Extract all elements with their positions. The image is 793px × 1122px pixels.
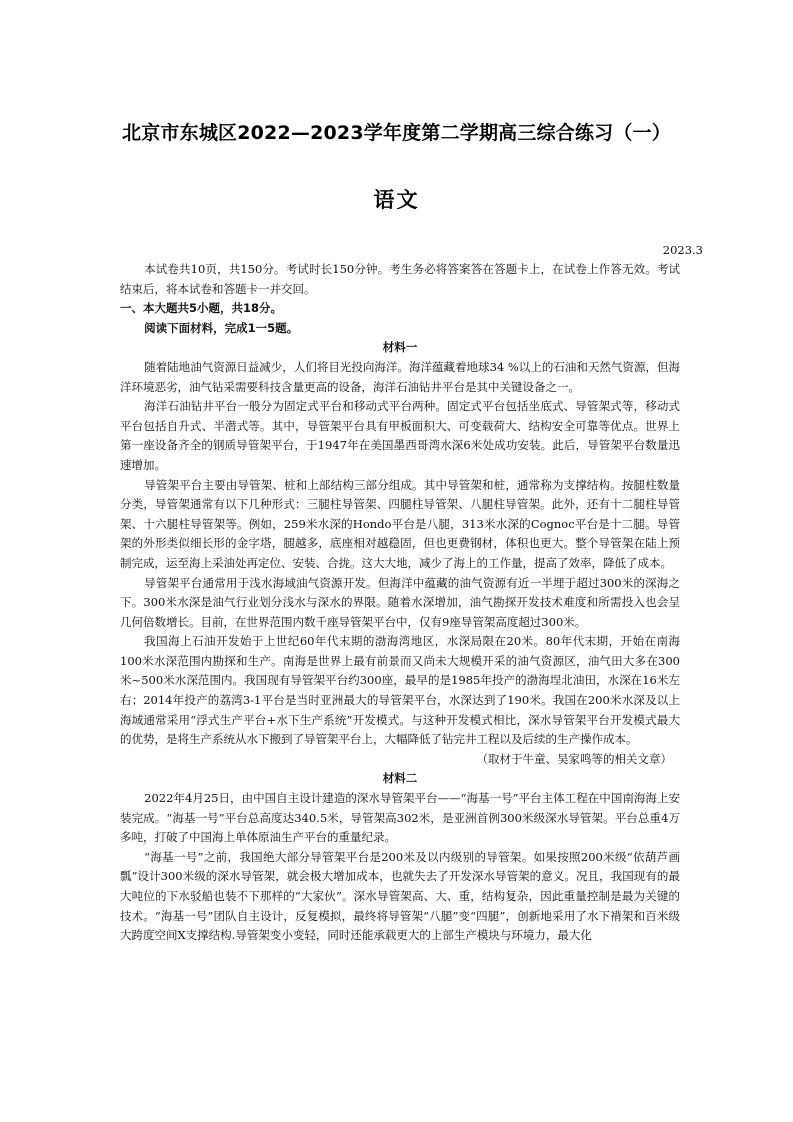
material-1-paragraph: 我国海上石油开发始于上世纪60年代末期的渤海湾地区，水深局限在20米。80年代末期，开始在南海100米水深范围内勘探和生产。南海是世界上最有前景而又尚未大规模开采的油气资源区，油气田大多在300米~500米水深范围内。我国现有导管架平台约300座，最早的是1985年投产的渤海埕北油田，水深在16米左右；2014年投产的荔湾3-1平台是当时亚洲最大的导管架平台，水深达到了190米。我国在200米水深及以上海域通常采用“浮式生产平台+水下生产系统”开发模式。与这种开发模式相比，深水导管架平台开发模式最大的优势，是将生产系统从水下搬到了导管架平台上，大幅降低了钻完井工程以及后续的生产操作成本。 [120,634,680,747]
material-1-paragraph: 海洋石油钻井平台一般分为固定式平台和移动式平台两种。固定式平台包括坐底式、导管架式等，移动式平台包括自升式、半潜式等。其中，导管架平台具有甲板面积大、可变载荷大、结构安全可靠等优点。世界上第一座设备齐全的钢质导管架平台，于1947年在美国墨西哥湾水深6米处成功安装。此后，导管架平台数量迅速增加。 [120,399,680,472]
material-2-heading: 材料二 [382,771,418,786]
reading-instruction: 阅读下面材料，完成1一5题。 [144,320,299,335]
exam-date: 2023.3 [662,243,703,257]
exam-instructions: 本试卷共10页，共150分。考试时长150分钟。考生务必将答案答在答题卡上，在试卷上作答无效。考试结束后，将本试卷和答题卡一并交回。 [120,262,680,296]
material-1-paragraph: 随着陆地油气资源日益减少，人们将目光投向海洋。海洋蕴藏着地球34 %以上的石油和天然气资源，但海洋环境恶劣，油气钻采需要科技含量更高的设备，海洋石油钻井平台是其中关键设备之一。 [120,359,680,394]
exam-body [120,260,680,946]
subject-title: 语文 [373,188,420,212]
material-1-source: （取材于牛童、吴家鸣等的相关文章） [476,751,672,766]
exam-title: 北京市东城区2022—2023学年度第二学期高三综合练习（一） [122,122,671,144]
material-1-paragraph: 导管架平台主要由导管架、桩和上部结构三部分组成。其中导管架和桩，通常称为支撑结构。按腿柱数量分类，导管架通常有以下几种形式：三腿柱导管架、四腿柱导管架、八腿柱导管架。此外，还有十二腿柱导管架、十六腿柱导管架等。例如，259米水深的Hondo平台是八腿，313米水深的Cognoc平台是十二腿。导管架的外形类似细长形的金字塔，腿越多，底座相对越稳固，但也更费钢材，体积也更大。整个导管架在陆上预制完成，运至海上采油处再定位、安装、合拢。这大大地，减少了海上的工作量，提高了效率，降低了成本。 [120,477,680,570]
material-2-paragraph: 2022年4月25日，由中国自主设计建造的深水导管架平台——“海基一号”平台主体工程在中国南海海上安装完成。“海基一号”平台总高度达340.5米，导管架高302米，是亚洲首例300米级深水导管架。平台总重4万多吨，打破了中国海上单体原油生产平台的重量纪录。 [120,791,680,845]
section-heading: 一、本大题共5小题，共18分。 [120,301,283,316]
material-2-paragraph: “海基一号”之前，我国绝大部分导管架平台是200米及以内级别的导管架。如果按照200米级“依葫芦画瓢”设计300米级的深水导管架，就会极大增加成本，也就失去了开发深水导管架的意义。况且，我国现有的最大吨位的下水驳船也装不下那样的“大家伙”。深水导管架高、大、重，结构复杂，因此重量控制是最为关键的技术。“海基一号”团队自主设计，反复模拟，最终将导管架“八腿”变“四腿”，创新地采用了水下褙架和百米级大跨度空间X支撑结构.导管架变小变轻，同时还能承载更大的上部生产模块与环境力，最大化 [120,849,680,943]
material-1-paragraph: 导管架平台通常用于浅水海域油气资源开发。但海洋中蕴藏的油气资源有近一半埋于超过300米的深海之下。300米水深是油气行业划分浅水与深水的界限。随着水深增加，油气勘探开发技术难度和所需投入也会呈几何倍数增长。目前，在世界范围内数千座导管架平台中，仅有9座导管架高度超过300米。 [120,575,680,629]
material-1-heading: 材料一 [382,340,418,355]
